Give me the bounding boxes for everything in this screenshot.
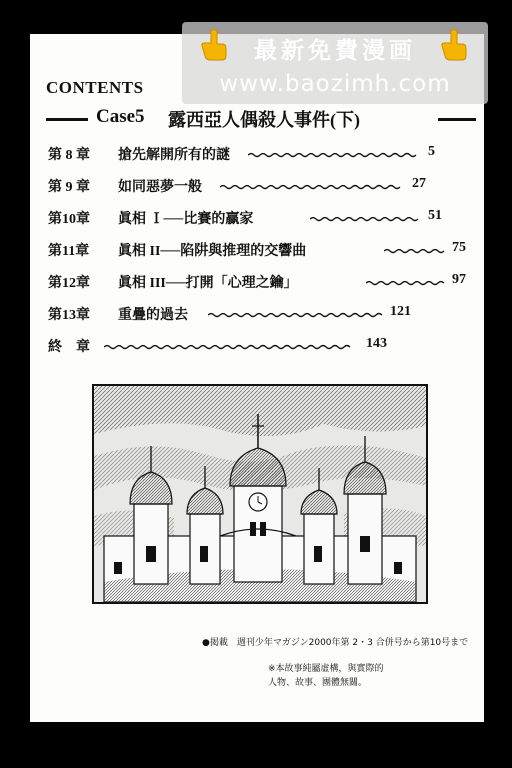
disclaimer-line: 人物、故事、團體無關。 (268, 678, 368, 688)
toc-leader (248, 152, 420, 158)
toc-leader (104, 344, 358, 350)
toc-row (48, 336, 468, 358)
contents-heading: CONTENTS (46, 78, 144, 97)
pointing-hand-icon (200, 28, 230, 62)
toc-leader (310, 216, 424, 222)
toc-row (48, 272, 468, 294)
disclaimer-line: ※本故事純屬虛構，與實際的 (268, 664, 384, 674)
toc-leader (208, 312, 388, 318)
cathedral-illustration (92, 384, 428, 604)
toc-page: 143 (366, 336, 387, 351)
toc-page: 51 (428, 208, 442, 223)
toc-page: 27 (412, 176, 426, 191)
toc-page: 121 (390, 304, 411, 319)
publication-credit: ●掲載 週刊少年マガジン2000年第 2・3 合併号から第10号まで (202, 638, 469, 648)
case-rule-right (438, 118, 476, 121)
toc-title: 搶先解開所有的謎 (118, 148, 230, 163)
case-heading (46, 106, 476, 132)
toc-row (48, 208, 468, 230)
book-page (30, 34, 484, 722)
watermark-url: www.baozimh.com (219, 71, 451, 97)
toc-row (48, 240, 468, 262)
toc-leader (366, 280, 448, 286)
toc-chapter: 第11章 (48, 244, 90, 259)
toc-title: 重疊的過去 (118, 308, 188, 323)
toc-page: 5 (428, 144, 435, 159)
toc-leader (384, 248, 448, 254)
toc-chapter: 第13章 (48, 308, 90, 323)
toc-title: 眞相 II──陷阱與推理的交響曲 (118, 244, 307, 259)
watermark-banner (182, 22, 488, 104)
toc-chapter: 第10章 (48, 212, 90, 227)
pointing-hand-icon (440, 28, 470, 62)
toc-chapter: 終 章 (48, 340, 90, 355)
toc-chapter: 第 8 章 (48, 148, 90, 163)
toc-title: 如同惡夢一般 (118, 180, 202, 195)
toc-leader (220, 184, 406, 190)
case-label: Case5 (96, 106, 145, 127)
disclaimer-note (268, 662, 384, 690)
toc-title: 眞相 III──打開「心理之鑰」 (118, 276, 298, 291)
case-rule-left (46, 118, 88, 121)
toc-row (48, 144, 468, 166)
toc-page: 97 (452, 272, 466, 287)
toc-chapter: 第12章 (48, 276, 90, 291)
toc-title: 眞相 Ｉ──比賽的贏家 (118, 212, 254, 227)
toc-row (48, 304, 468, 326)
case-title: 露西亞人偶殺人事件(下) (168, 110, 360, 130)
toc-page: 75 (452, 240, 466, 255)
watermark-title: 最新免費漫画 (254, 38, 416, 64)
toc-chapter: 第 9 章 (48, 180, 90, 195)
toc-row (48, 176, 468, 198)
cathedral-drawing (94, 386, 426, 602)
